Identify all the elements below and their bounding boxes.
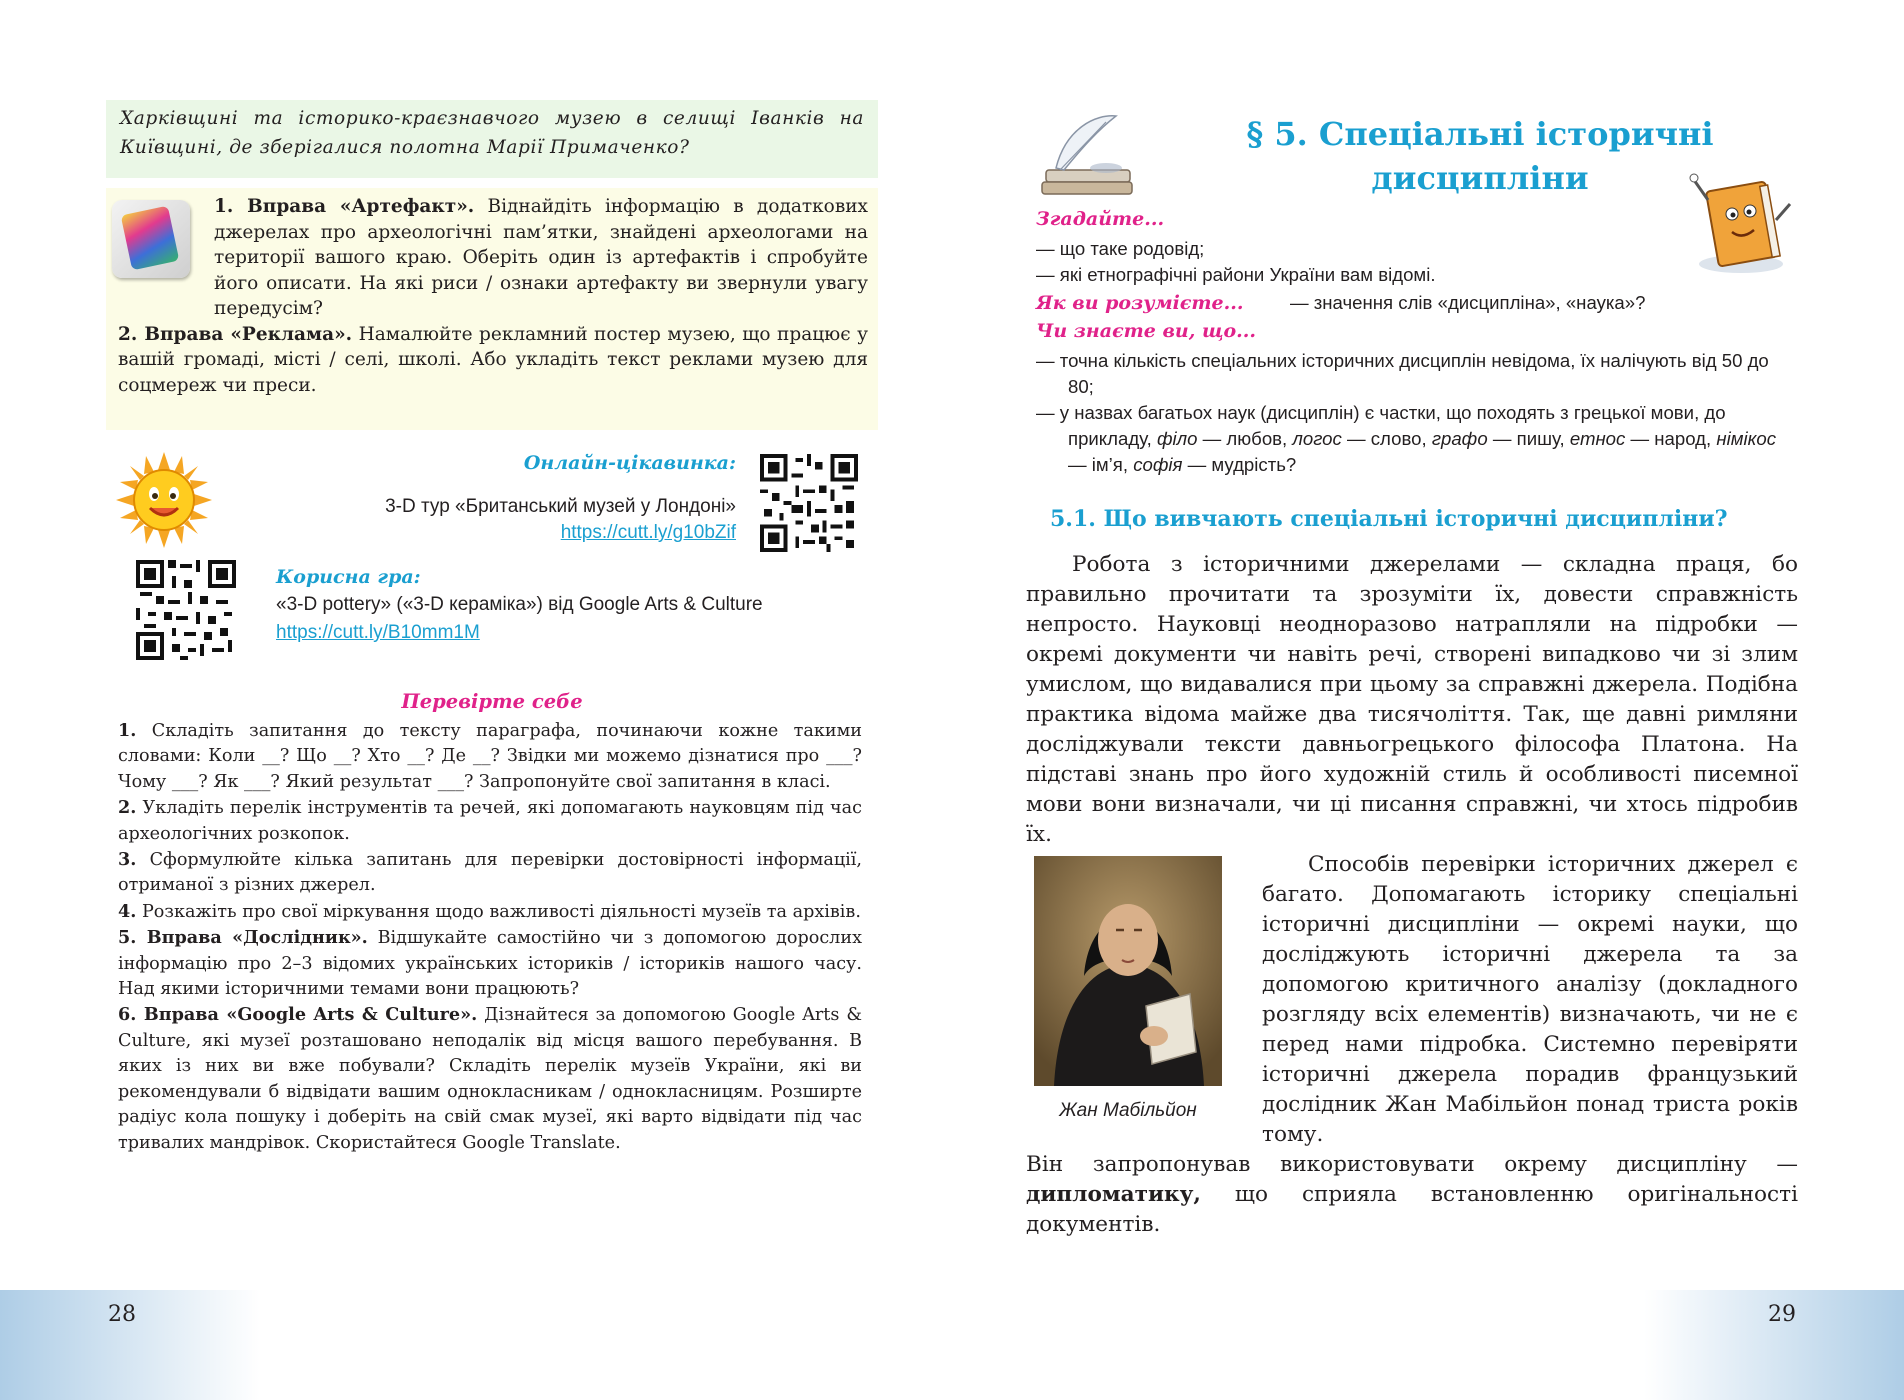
self-check-title: Перевірте себе <box>401 690 583 713</box>
page-number-right: 29 <box>1768 1302 1796 1327</box>
online-curiosity-title: Онлайн-цікавинка: <box>523 452 736 474</box>
understand-text: — значення слів «дисципліна», «наука»? <box>1290 292 1646 313</box>
exercise1-title: 1. Вправа «Артефакт». <box>214 196 475 217</box>
list-item: — точна кількість спеціальних історичних дисциплін невідома, їх налічують від 50 до 80; <box>1036 350 1769 397</box>
subsection-title: 5.1. Що вивчають спеціальні історичні дисципліни? <box>1050 506 1728 532</box>
online-curiosity-text: 3-D тур «Британський музей у Лондоні» <box>385 496 736 517</box>
book-character-icon <box>1686 160 1796 278</box>
understand-label: Як ви розумієте... <box>1036 292 1244 314</box>
list-item: 2. Укладіть перелік інструментів та речей, які допомагають науковцям під час археологічних розкопок. <box>118 797 862 844</box>
useful-game-text: «3-D pottery» («3-D кераміка») від Google Arts & Culture <box>276 594 763 615</box>
page-footer-band <box>0 1290 1904 1400</box>
list-item: — у назвах багатьох наук (дисциплін) є частки, що походять з грецької мови, до прикладу, філо — любов, логос — слово, графо — пишу, етнос — народ, німікос — ім’я, софія — мудрість? <box>1036 402 1777 475</box>
exercise2-text: Намалюйте рекламний постер музею, що працює у вашій громаді, місті / селі, школі. Або укладіть текст реклами музею для соцмереж чи преси. <box>118 323 868 396</box>
did-you-know-label: Чи знаєте ви, що... <box>1036 320 1257 342</box>
page-number-left: 28 <box>108 1302 136 1327</box>
sun-mascot-icon <box>116 452 212 548</box>
intro-question: Харківщині та історико-краєзнавчого музею в селищі Іванків на Київщині, де зберігалися полотна Марії Примаченко? <box>120 108 864 158</box>
exercise2-title: 2. Вправа «Реклама». <box>118 323 353 345</box>
quill-books-icon <box>1036 108 1140 200</box>
list-item: 1. Складіть запитання до тексту параграфа, починаючи кожне такими словами: Коли __? Що __? Хто __? Де __? Звідки ми можемо дізнатися про ___? Чому ___? Як ___? Який результат ___? Запропонуйте свої запитання в класі. <box>118 720 862 792</box>
recall-item: — які етнографічні райони України вам відомі. <box>1036 264 1436 285</box>
list-item: 6. Вправа «Google Arts & Culture». Дізнайтеся за допомогою Google Arts & Culture, які музеї розташовано неподалік від місця вашого перебування. В яких із них ви вже побували? Складіть перелік музеїв України, які ви рекомендували б відвідати вашим однокласникам / однокласницям. Розширте радіус кола пошуку і доберіть на свій смак музеї, які варто відвідати під час тривалих мандрівок. Скористайтеся Google Translate. <box>118 1004 862 1153</box>
portrait-image <box>1034 856 1222 1086</box>
useful-game-title: Корисна гра: <box>276 566 421 588</box>
qr-code-icon[interactable] <box>136 560 236 660</box>
qr-code-icon[interactable] <box>760 454 858 552</box>
exercise1-text: Віднайдіть інформацію в додаткових джерелах про археологічні пам’ятки, знайдені археологами на території вашого краю. Оберіть один із артефактів і спробуйте його описати. На які риси / ознаки артефакту ви звернули увагу передусім? <box>214 196 868 319</box>
list-item: 5. Вправа «Дослідник». Відшукайте самостійно чи з допомогою дорослих інформацію про 2–3 відомих українських істориків / істориків нашого часу. Над якими історичними темами вони працюють? <box>118 927 863 1000</box>
exercises-box <box>106 188 878 430</box>
self-check-list <box>118 718 862 1156</box>
portrait-caption: Жан Мабільйон <box>1059 1100 1197 1121</box>
chapter-title: § 5. Спеціальні історичні дисципліни <box>1246 115 1714 197</box>
recall-item: — що таке родовід; <box>1036 238 1205 259</box>
did-you-know-list <box>1036 348 1788 478</box>
exercises-text <box>118 194 868 398</box>
list-item: 4. Розкажіть про свої міркування щодо важливості діяльності музеїв та архівів. <box>118 900 861 922</box>
intro-question-box <box>106 100 878 178</box>
online-curiosity-link[interactable]: https://cutt.ly/g10bZif <box>560 522 736 543</box>
paragraph-3: Він запропонував використовувати окрему дисципліну — дипломатику, що сприяла встановленню оригінальності документів. <box>1026 1152 1798 1237</box>
useful-game-link[interactable]: https://cutt.ly/B10mm1M <box>276 622 480 643</box>
recall-label: Згадайте... <box>1036 208 1165 230</box>
paragraph-2: Способів перевірки історичних джерел є багато. Допомагають історику спеціальні історичні дисципліни — окремі науки, що досліджують історичні джерела та за допомогою критичного аналізу (докладного розгляду всіх елементів) визначають, чи не є перед нами підробка. Системно перевіряти історичні джерела порадив французький дослідник Жан Мабільйон понад триста років тому. <box>1262 852 1798 1147</box>
paragraph-1: Робота з історичними джерелами — складна праця, бо правильно прочитати та зрозуміти їх, довести справжність непросто. Науковці неодноразово натрапляли на підробки — окремі документи чи навіть речі, створені випадково чи зі злим умислом, що видавалися при цьому за справжні джерела. Подібна практика відома майже два тисячоліття. Так, ще давні римляни досліджували тексти давньогрецького філософа Платона. На підставі знань про його художній стиль й особливості писемної мови вони визначали, чи ці писання справжні, чи хтось підробив їх. <box>1026 552 1798 847</box>
list-item: 3. Сформулюйте кілька запитань для перевірки достовірності інформації, отриманої з різних джерел. <box>118 849 862 896</box>
